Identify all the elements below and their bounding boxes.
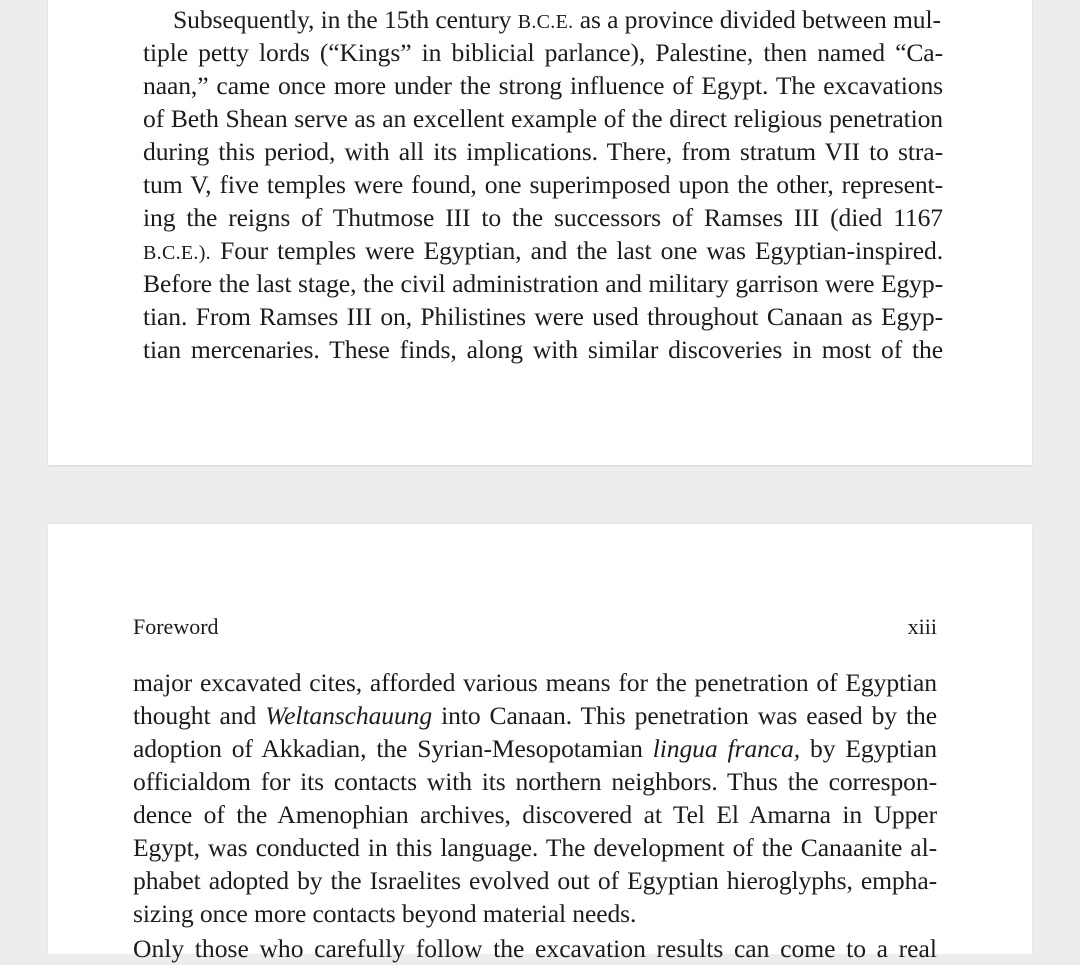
text-line: tiple petty lords (“Kings” in biblicial parlance), Palestine, then named “Ca- xyxy=(143,38,943,67)
document-page-top xyxy=(48,0,1032,465)
text-fragment: as a province divided between mul- xyxy=(579,5,941,34)
text-fragment: by Egyptian xyxy=(810,734,937,763)
text-line: ing the reigns of Thutmose III to the successors of Ramses III (died 1167 xyxy=(143,203,943,232)
text-fragment: Subsequently, in the 15th century xyxy=(173,5,512,34)
text-line: dence of the Amenophian archives, discovered at Tel El Amarna in Upper xyxy=(133,800,937,829)
text-line xyxy=(143,234,943,270)
text-line: officialdom for its contacts with its northern neighbors. Thus the correspon- xyxy=(133,767,937,796)
text-line: during this period, with all its implications. There, from stratum VII to stra- xyxy=(143,137,943,166)
page-number: xiii xyxy=(907,614,937,639)
text-line: sizing once more contacts beyond material needs. xyxy=(133,899,637,928)
text-line: major excavated cites, afforded various means for the penetration of Egyptian xyxy=(133,668,937,697)
text-line: of Beth Shean serve as an excellent example of the direct religious penetration xyxy=(143,104,943,133)
text-fragment: adoption of Akkadian, the Syrian-Mesopotamian xyxy=(133,734,643,763)
text-line: tian mercenaries. These finds, along with similar discoveries in most of the xyxy=(143,335,943,364)
text-line: phabet adopted by the Israelites evolved out of Egyptian hieroglyphs, empha- xyxy=(133,866,937,895)
italic-term: lingua franca, xyxy=(652,734,801,763)
text-line: Before the last stage, the civil administration and military garrison were Egyp- xyxy=(143,269,943,298)
text-fragment: thought and xyxy=(133,701,257,730)
text-line: Egypt, was conducted in this language. The development of the Canaanite al- xyxy=(133,833,937,862)
cut-off-line xyxy=(133,932,937,963)
text-line: tian. From Ramses III on, Philistines were used throughout Canaan as Egyp- xyxy=(143,302,943,331)
text-fragment: Four temples were Egyptian, and the last one was Egyptian-inspired. xyxy=(220,236,943,265)
running-head: Foreword xyxy=(133,614,219,639)
text-line xyxy=(133,699,937,732)
document-page-bottom xyxy=(48,524,1032,963)
text-line xyxy=(173,3,943,39)
abbrev-bce: B.C.E. xyxy=(517,11,574,33)
abbrev-bce: B.C.E.). xyxy=(143,242,211,264)
text-line: naan,” came once more under the strong influence of Egypt. The excavations xyxy=(143,71,943,100)
text-line xyxy=(133,732,937,765)
text-line: tum V, five temples were found, one superimposed upon the other, represent- xyxy=(143,170,943,199)
text-fragment: into Canaan. This penetration was eased by the xyxy=(441,701,937,730)
italic-term: Weltanschauung xyxy=(265,701,433,730)
cut-off-line-text: Only those who carefully follow the excavation results can come to a real xyxy=(133,934,937,963)
